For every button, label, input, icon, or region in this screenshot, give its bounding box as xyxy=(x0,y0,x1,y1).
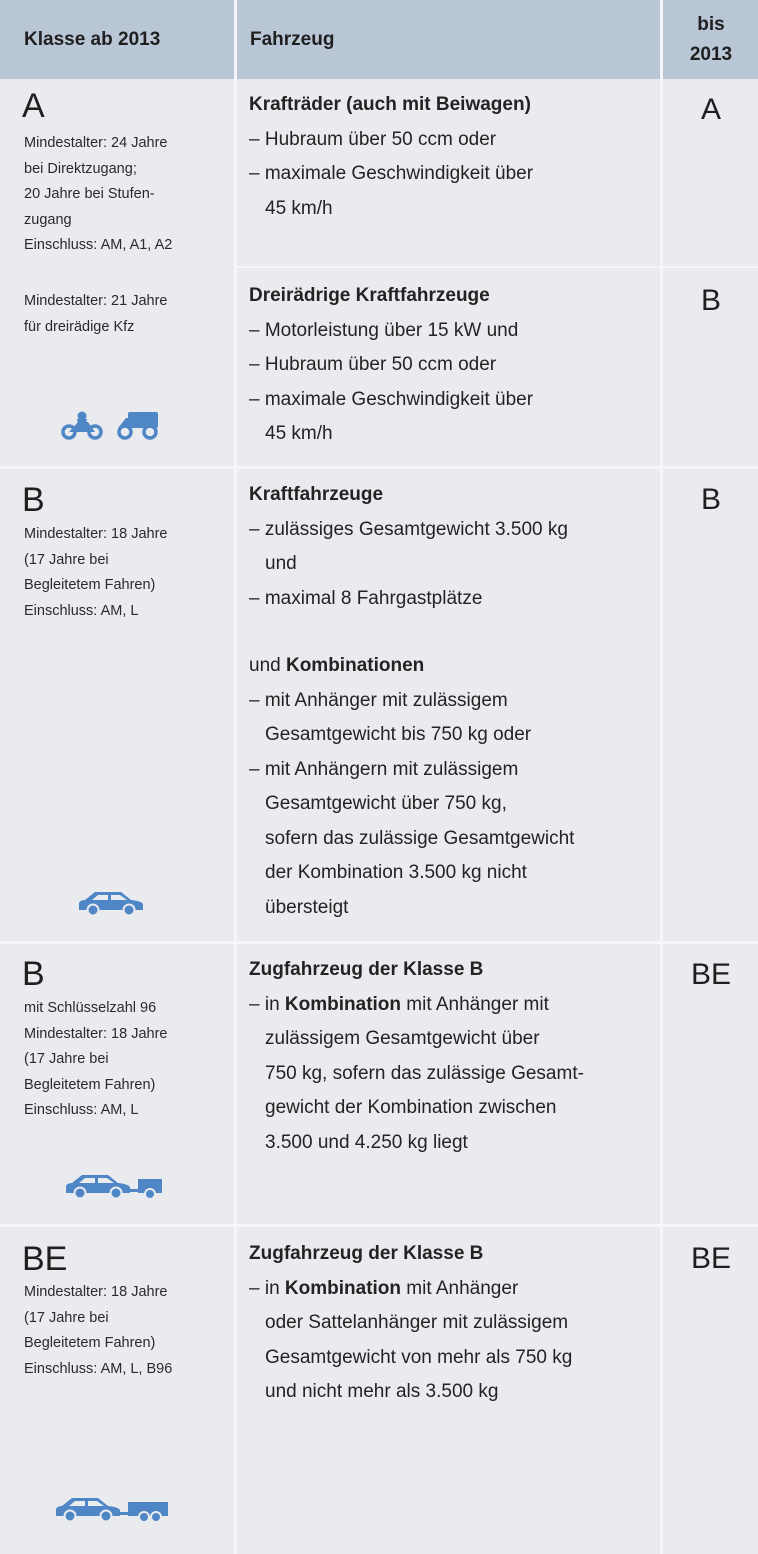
class-requirements xyxy=(24,131,229,259)
vehicle-icons xyxy=(64,1171,164,1201)
vehicle-line: – Hubraum über 50 ccm oder xyxy=(249,354,497,375)
line-prefix: – in xyxy=(249,1277,285,1299)
vehicle-line: Gesamtgewicht bis 750 kg oder xyxy=(265,724,532,745)
vehicle-line xyxy=(249,988,649,1023)
vehicle-icons xyxy=(60,410,160,440)
requirement-line: Mindestalter: 21 Jahre xyxy=(24,293,168,309)
vehicle-line: – Motorleistung über 15 kW und xyxy=(249,319,519,341)
combo-prefix: und xyxy=(249,655,286,676)
column-divider xyxy=(234,0,237,1554)
requirement-line: Mindestalter: 18 Jahre xyxy=(24,1025,168,1042)
requirement-line: zugang xyxy=(24,211,72,228)
header-class-2013: Klasse ab 2013 xyxy=(24,28,161,50)
vehicle-description xyxy=(249,1237,649,1410)
motorcycle-icon xyxy=(60,410,104,440)
vehicle-line: und xyxy=(265,553,297,574)
combo-bold: Kombinationen xyxy=(285,655,425,676)
vehicle-line: – maximal 8 Fahrgastplätze xyxy=(249,587,483,609)
vehicle-line: 45 km/h xyxy=(265,423,333,444)
requirement-line: Einschluss: AM, L, B96 xyxy=(24,1360,173,1377)
class-name: B xyxy=(22,481,45,519)
class-requirements xyxy=(24,1280,229,1382)
row-divider xyxy=(0,941,758,944)
requirement-line: (17 Jahre bei xyxy=(24,1051,109,1068)
header-until-line1: bis xyxy=(697,13,725,35)
vehicle-line: oder Sattelanhänger mit zulässigem xyxy=(265,1312,569,1333)
line-suffix: mit Anhänger xyxy=(401,1277,519,1299)
vehicle-line: übersteigt xyxy=(265,896,349,918)
requirement-line: Einschluss: AM, L xyxy=(24,1102,139,1119)
requirement-line: 20 Jahre bei Stufen- xyxy=(24,186,155,203)
car-icon xyxy=(77,888,145,918)
vehicle-line: – mit Anhängern mit zulässigem xyxy=(249,758,519,780)
vehicle-line: – zulässiges Gesamtgewicht 3.500 kg xyxy=(249,518,568,540)
row-divider xyxy=(0,466,758,469)
line-bold: Kombination xyxy=(284,993,402,1015)
vehicle-line: 750 kg, sofern das zulässige Gesamt- xyxy=(265,1062,584,1084)
old-class: BE xyxy=(690,958,732,991)
vehicle-description xyxy=(249,279,649,452)
row-divider xyxy=(0,1224,758,1227)
requirement-line: Einschluss: AM, L xyxy=(24,602,139,619)
vehicle-title: Kraftfahrzeuge xyxy=(249,484,384,505)
vehicle-title: Zugfahrzeug der Klasse B xyxy=(249,959,484,980)
old-class: A xyxy=(700,93,721,126)
class-name: A xyxy=(22,87,45,125)
requirement-line: Begleitetem Fahren) xyxy=(24,1335,156,1352)
vehicle-title: Krafträder (auch mit Beiwagen) xyxy=(249,94,531,115)
vehicle-line: 3.500 und 4.250 kg liegt xyxy=(265,1131,468,1153)
requirement-line: Begleitetem Fahren) xyxy=(24,1076,156,1093)
trike-icon xyxy=(116,410,160,440)
car-with-long-trailer-icon xyxy=(54,1494,170,1524)
requirement-line: mit Schlüsselzahl 96 xyxy=(24,1000,157,1016)
vehicle-title: Dreirädrige Kraftfahrzeuge xyxy=(249,285,490,306)
vehicle-description xyxy=(249,953,649,1160)
requirement-line: (17 Jahre bei xyxy=(24,551,109,568)
vehicle-line: der Kombination 3.500 kg nicht xyxy=(265,862,527,883)
line-prefix: – in xyxy=(249,993,285,1015)
vehicle-line: Gesamtgewicht von mehr als 750 kg xyxy=(265,1346,573,1368)
vehicle-line: – Hubraum über 50 ccm oder xyxy=(249,128,497,150)
old-class: BE xyxy=(690,1242,732,1275)
header-vehicle: Fahrzeug xyxy=(250,28,335,50)
old-class: B xyxy=(700,483,721,516)
requirement-line: Mindestalter: 18 Jahre xyxy=(24,526,168,542)
header-until-2013 xyxy=(664,0,758,79)
table-header xyxy=(0,0,758,79)
vehicle-line: Gesamtgewicht über 750 kg, xyxy=(265,793,507,814)
class-name: B xyxy=(22,955,45,993)
requirement-line: (17 Jahre bei xyxy=(24,1309,109,1326)
requirement-line: Mindestalter: 18 Jahre xyxy=(24,1284,168,1300)
vehicle-icons xyxy=(77,888,145,918)
car-with-trailer-icon xyxy=(64,1171,164,1201)
class-name: BE xyxy=(22,1240,68,1278)
vehicle-icons xyxy=(54,1494,170,1524)
vehicle-line: sofern das zulässige Gesamtgewicht xyxy=(265,827,575,849)
header-until-line2: 2013 xyxy=(689,43,733,65)
class-requirements xyxy=(24,289,229,340)
vehicle-line: – maximale Geschwindigkeit über xyxy=(249,163,534,184)
class-requirements xyxy=(24,522,229,624)
class-requirements xyxy=(24,996,229,1124)
requirement-line: Einschluss: AM, A1, A2 xyxy=(24,237,173,254)
line-bold: Kombination xyxy=(284,1277,402,1299)
requirement-line: bei Direktzugang; xyxy=(24,160,137,177)
vehicle-line: zulässigem Gesamtgewicht über xyxy=(265,1028,540,1049)
vehicle-line: 45 km/h xyxy=(265,197,333,219)
vehicle-line xyxy=(249,1272,649,1307)
line-suffix: mit Anhänger mit xyxy=(401,993,549,1015)
vehicle-description xyxy=(249,88,649,226)
requirement-line: für dreirädige Kfz xyxy=(24,318,135,335)
vehicle-line: und nicht mehr als 3.500 kg xyxy=(265,1381,499,1402)
vehicle-title: Zugfahrzeug der Klasse B xyxy=(249,1243,484,1264)
requirement-line: Mindestalter: 24 Jahre xyxy=(24,135,168,151)
column-divider xyxy=(660,0,663,1554)
vehicle-line xyxy=(249,649,649,684)
row-divider xyxy=(236,266,758,268)
vehicle-line: – mit Anhänger mit zulässigem xyxy=(249,689,508,711)
requirement-line: Begleitetem Fahren) xyxy=(24,577,156,594)
vehicle-line: gewicht der Kombination zwischen xyxy=(265,1097,557,1118)
old-class: B xyxy=(700,284,721,317)
vehicle-description xyxy=(249,478,649,925)
vehicle-line: – maximale Geschwindigkeit über xyxy=(249,388,534,410)
